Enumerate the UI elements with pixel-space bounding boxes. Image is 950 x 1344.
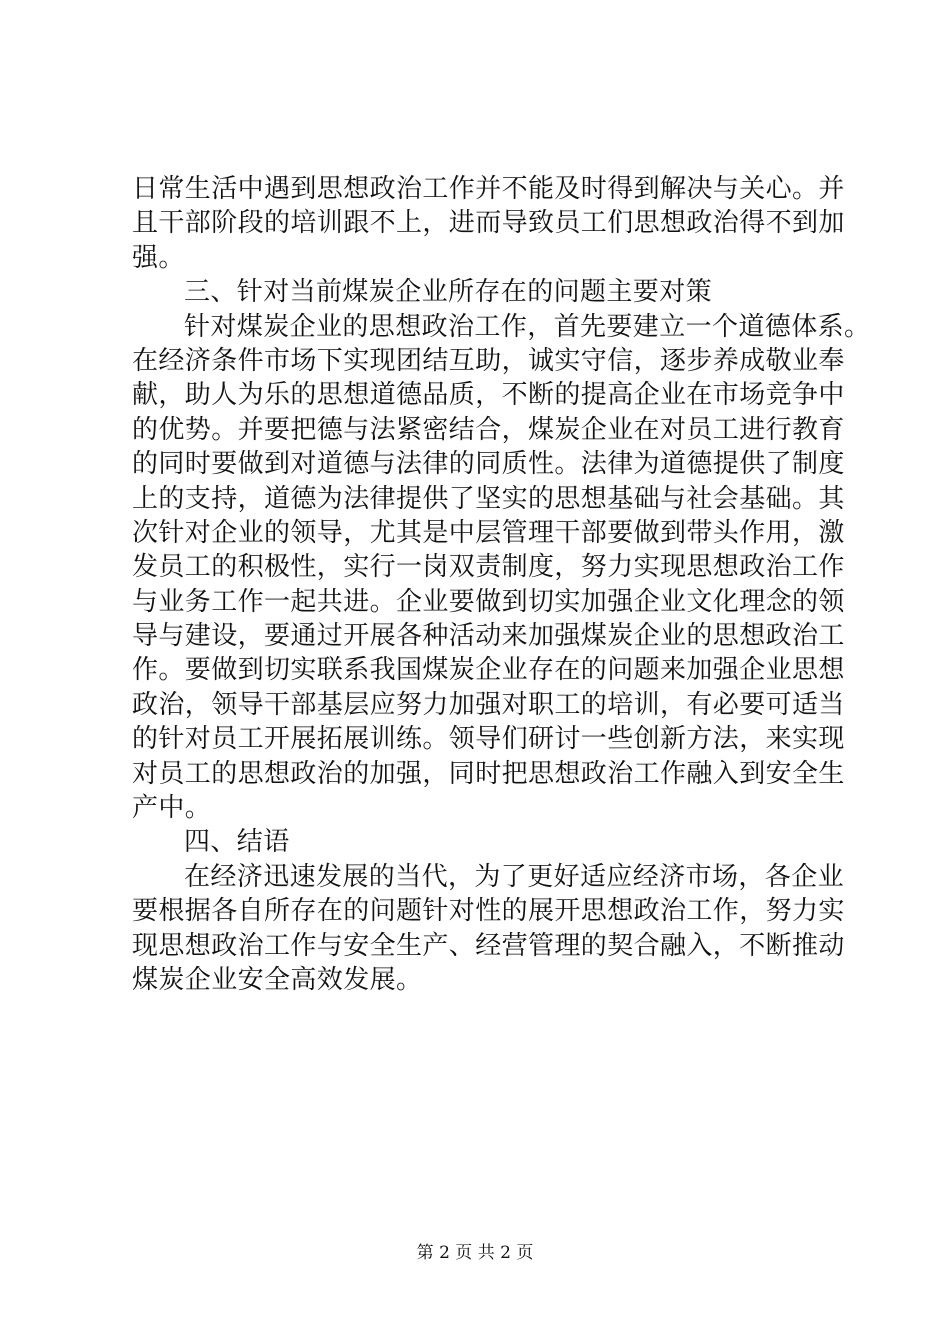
- body-line: 现思想政治工作与安全生产、经营管理的契合融入，不断推动: [132, 930, 845, 961]
- body-line: 在经济条件市场下实现团结互助，诚实守信，逐步养成敬业奉: [132, 345, 845, 376]
- body-line: 政治，领导干部基层应努力加强对职工的培训，有必要可适当: [132, 689, 845, 720]
- body-line: 煤炭企业安全高效发展。: [132, 964, 423, 995]
- body-line: 在经济迅速发展的当代，为了更好适应经济市场，各企业: [184, 861, 845, 892]
- page-number-footer: 第 2 页 共 2 页: [416, 1243, 534, 1263]
- body-line: 针对煤炭企业的思想政治工作，首先要建立一个道德体系。: [184, 311, 871, 342]
- body-line: 导与建设，要通过开展各种活动来加强煤炭企业的思想政治工: [132, 621, 845, 652]
- body-line: 对员工的思想政治的加强，同时把思想政治工作融入到安全生: [132, 758, 845, 789]
- body-line: 且干部阶段的培训跟不上，进而导致员工们思想政治得不到加: [132, 208, 845, 239]
- body-line: 日常生活中遇到思想政治工作并不能及时得到解决与关心。并: [132, 174, 845, 204]
- body-line: 的同时要做到对道德与法律的同质性。法律为道德提供了制度: [132, 449, 845, 480]
- body-line: 的优势。并要把德与法紧密结合，煤炭企业在对员工进行教育: [132, 414, 845, 445]
- body-line: 的针对员工开展拓展训练。领导们研讨一些创新方法，来实现: [132, 724, 845, 755]
- body-line: 强。: [132, 242, 185, 273]
- section-heading-countermeasures: 三、针对当前煤炭企业所存在的问题主要对策: [184, 277, 713, 308]
- body-line: 产中。: [132, 793, 212, 824]
- body-line: 发员工的积极性，实行一岗双责制度，努力实现思想政治工作: [132, 552, 845, 583]
- section-heading-conclusion: 四、结语: [184, 827, 290, 858]
- body-line: 与业务工作一起共进。企业要做到切实加强企业文化理念的领: [132, 586, 845, 617]
- body-line: 作。要做到切实联系我国煤炭企业存在的问题来加强企业思想: [132, 655, 845, 686]
- document-body: [132, 172, 871, 997]
- body-line: 献，助人为乐的思想道德品质，不断的提高企业在市场竞争中: [132, 380, 845, 411]
- body-line: 上的支持，道德为法律提供了坚实的思想基础与社会基础。其: [132, 483, 845, 514]
- body-line: 次针对企业的领导，尤其是中层管理干部要做到带头作用，激: [132, 517, 845, 548]
- body-line: 要根据各自所存在的问题针对性的展开思想政治工作，努力实: [132, 896, 845, 927]
